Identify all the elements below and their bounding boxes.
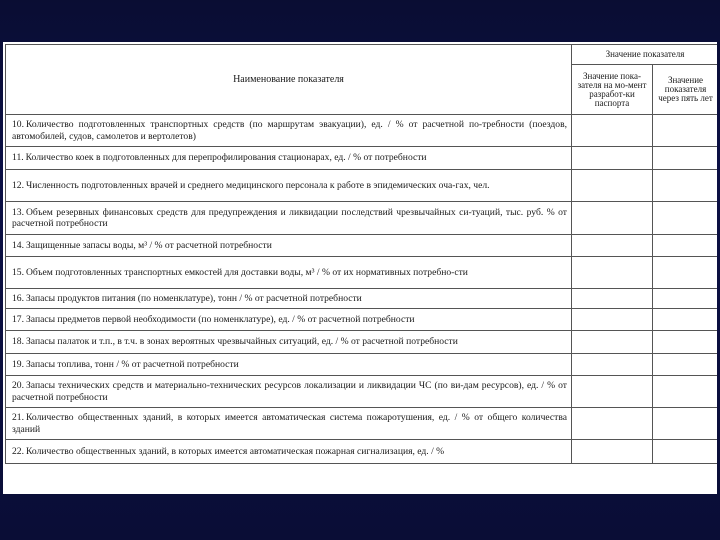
table-row	[6, 170, 718, 202]
indicator-cell	[6, 309, 572, 331]
value-now-cell	[572, 289, 653, 309]
table-row	[6, 408, 718, 440]
indicator-cell	[6, 170, 572, 202]
table-row	[6, 257, 718, 289]
indicator-text: Количество общественных зданий, в которых имеется автоматическая пожарная сигнализация, ед. / %	[26, 445, 445, 457]
header-indicator-name: Наименование показателя	[6, 45, 572, 115]
table-row	[6, 202, 718, 235]
table-row	[6, 147, 718, 170]
indicator-number: 13.	[12, 206, 24, 218]
header-value-5y: Значение показателя через пять лет	[653, 65, 718, 115]
indicator-cell	[6, 408, 572, 440]
indicator-text: Запасы палаток и т.п., в т.ч. в зонах вероятных чрезвычайных ситуаций, ед. / % от расчетной потребности	[26, 336, 458, 348]
indicator-number: 12.	[12, 179, 24, 191]
indicator-number: 10.	[12, 119, 24, 130]
indicator-number: 16.	[12, 292, 24, 304]
value-5y-cell	[653, 331, 718, 354]
value-now-cell	[572, 354, 653, 376]
value-5y-cell	[653, 235, 718, 257]
indicator-cell	[6, 289, 572, 309]
value-now-cell	[572, 235, 653, 257]
indicator-cell	[6, 235, 572, 257]
indicator-text: Численность подготовленных врачей и среднего медицинского персонала к работе в эпидемических оча-гах, чел.	[26, 179, 490, 191]
value-5y-cell	[653, 289, 718, 309]
value-now-cell	[572, 115, 653, 147]
table-row	[6, 235, 718, 257]
value-5y-cell	[653, 376, 718, 408]
value-now-cell	[572, 147, 653, 170]
indicator-text: Объем резервных финансовых средств для предупреждения и ликвидации последствий чрезвычайных си-туаций, тыс. руб. % от расчетной потребности	[12, 206, 567, 229]
indicator-cell	[6, 354, 572, 376]
indicator-number: 22.	[12, 445, 24, 457]
value-5y-cell	[653, 354, 718, 376]
value-5y-cell	[653, 115, 718, 147]
value-now-cell	[572, 376, 653, 408]
table-row	[6, 376, 718, 408]
table-row	[6, 289, 718, 309]
document-page	[3, 42, 717, 494]
value-5y-cell	[653, 309, 718, 331]
table-row	[6, 309, 718, 331]
value-now-cell	[572, 331, 653, 354]
indicator-number: 21.	[12, 412, 24, 423]
indicator-table	[5, 44, 717, 464]
value-now-cell	[572, 309, 653, 331]
indicator-cell	[6, 202, 572, 235]
table-row	[6, 115, 718, 147]
indicator-cell	[6, 115, 572, 147]
indicator-number: 20.	[12, 380, 24, 391]
indicator-number: 17.	[12, 313, 24, 325]
value-now-cell	[572, 440, 653, 464]
value-now-cell	[572, 170, 653, 202]
indicator-number: 19.	[12, 358, 24, 370]
indicator-text: Количество общественных зданий, в которых имеется автоматическая система пожаротушения, ед. / % от общего количества зданий	[12, 412, 567, 435]
indicator-text: Защищенные запасы воды, м³ / % от расчетной потребности	[26, 239, 272, 251]
indicator-cell	[6, 376, 572, 408]
indicator-number: 14.	[12, 239, 24, 251]
indicator-text: Запасы технических средств и материально-технических ресурсов локализации и ликвидации ЧС (по ви-дам ресурсов), ед. / % от расчетной потребности	[12, 380, 567, 403]
indicator-cell	[6, 440, 572, 464]
indicator-cell	[6, 331, 572, 354]
value-now-cell	[572, 408, 653, 440]
value-5y-cell	[653, 147, 718, 170]
header-value-group: Значение показателя	[572, 45, 718, 65]
value-5y-cell	[653, 257, 718, 289]
indicator-text: Запасы предметов первой необходимости (по номенклатуре), ед. / % от расчетной потребности	[26, 313, 415, 325]
indicator-cell	[6, 257, 572, 289]
indicator-number: 15.	[12, 266, 24, 278]
value-now-cell	[572, 202, 653, 235]
indicator-text: Количество коек в подготовленных для перепрофилирования стационарах, ед. / % от потребности	[25, 152, 427, 164]
value-5y-cell	[653, 170, 718, 202]
indicator-cell	[6, 147, 572, 170]
table-row	[6, 440, 718, 464]
value-5y-cell	[653, 202, 718, 235]
value-now-cell	[572, 257, 653, 289]
indicator-text: Запасы топлива, тонн / % от расчетной потребности	[26, 358, 239, 370]
table-row	[6, 354, 718, 376]
indicator-number: 18.	[12, 336, 24, 348]
value-5y-cell	[653, 408, 718, 440]
header-value-now: Значение пока-зателя на мо-мент разработ-ки паспорта	[572, 65, 653, 115]
value-5y-cell	[653, 440, 718, 464]
indicator-text: Запасы продуктов питания (по номенклатуре), тонн / % от расчетной потребности	[26, 292, 362, 304]
indicator-number: 11.	[12, 152, 24, 164]
table-row	[6, 331, 718, 354]
indicator-text: Объем подготовленных транспортных емкостей для доставки воды, м³ / % от их нормативных потребно-сти	[26, 266, 468, 278]
indicator-text: Количество подготовленных транспортных средств (по маршрутам эвакуации), ед. / % от расчетной по-требности (поездов, автомобилей, судов, самолетов и вертолетов)	[12, 119, 567, 142]
